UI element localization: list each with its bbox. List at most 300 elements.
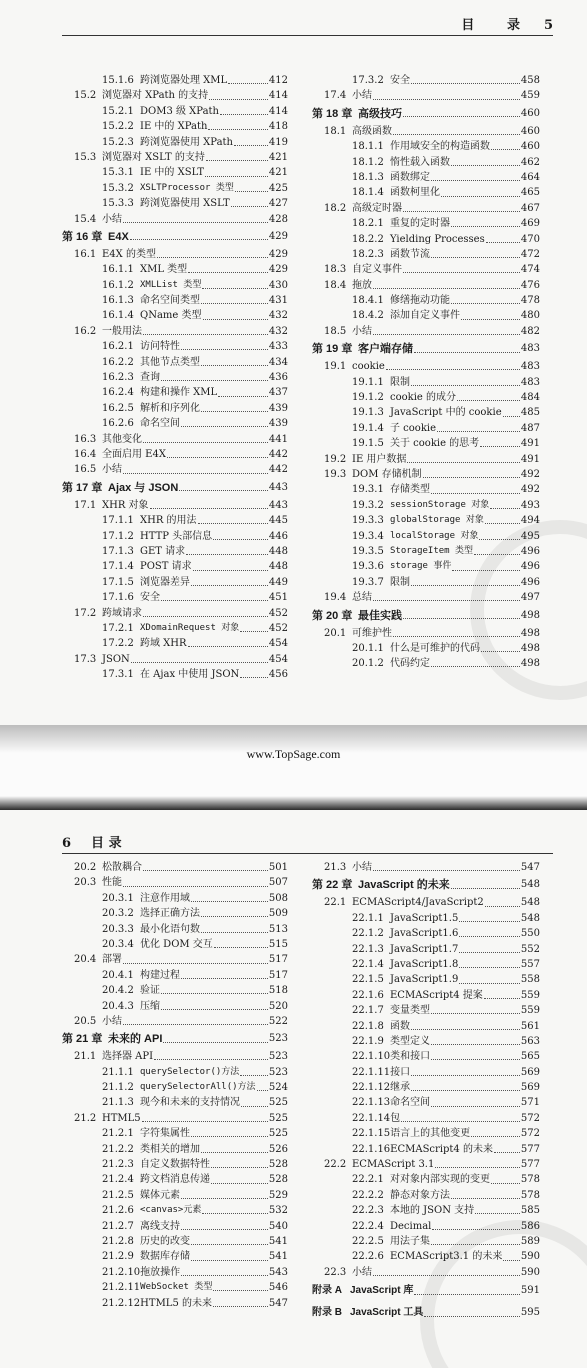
leader-dots (154, 1059, 268, 1060)
toc-entry-number: 22.1.11 (352, 1066, 391, 1078)
leader-dots (475, 1213, 520, 1214)
leader-dots (411, 83, 520, 84)
toc-entry-page: 480 (520, 310, 540, 322)
toc-entry (62, 104, 288, 119)
toc-entry-title: 松散耦合 (102, 862, 142, 873)
toc-entry-title: JSON (102, 653, 130, 665)
leader-dots (143, 334, 268, 335)
toc-entry-number: 19.3.2 (352, 499, 384, 511)
toc-left-column (62, 73, 288, 682)
leader-dots (373, 1275, 520, 1276)
toc-entry-page: 541 (268, 1235, 288, 1247)
toc-entry-number: 22.3 (324, 1266, 347, 1278)
toc-entry-number: 17.3.2 (352, 75, 384, 86)
toc-entry (312, 375, 540, 390)
toc-entry-page: 452 (268, 622, 288, 634)
toc-entry (62, 999, 288, 1014)
toc-entry-page: 443 (268, 481, 288, 493)
toc-entry (62, 606, 288, 621)
toc-entry-page: 578 (520, 1189, 540, 1201)
toc-entry-page: 561 (520, 1020, 540, 1032)
toc-entry-title: 构建和操作 XML (140, 387, 218, 399)
toc-entry-title: 最小化语句数 (140, 923, 200, 935)
leader-dots (161, 993, 268, 994)
toc-entry-title: 语言上的其他变更 (390, 1128, 471, 1140)
toc-entry-number: 18.4 (324, 279, 347, 291)
toc-entry-title: JavaScript1.7 (390, 943, 459, 955)
toc-entry (312, 278, 540, 293)
toc-entry-title: 类和接口 (390, 1051, 431, 1063)
toc-entry (312, 656, 540, 671)
toc-entry-title: 自定义事件 (352, 264, 402, 276)
toc-entry-number: 第 17 章 (62, 481, 103, 494)
toc-entry-page: 529 (268, 1189, 288, 1201)
toc-right-column (312, 73, 540, 672)
toc-appendix-entry (312, 1280, 540, 1302)
toc-entry-title: 可维护性 (352, 627, 392, 639)
toc-entry (62, 1111, 288, 1126)
toc-entry (62, 324, 288, 339)
toc-entry-title: JavaScript1.8 (390, 958, 459, 970)
toc-entry-page: 421 (268, 167, 288, 179)
toc-entry-page: 434 (268, 356, 288, 368)
toc-entry-title: HTML5 (102, 1112, 141, 1124)
toc-entry (312, 1188, 540, 1203)
toc-entry-number: 20.1 (324, 627, 347, 639)
toc-entry-title: 对对象内部实现的变更 (390, 1174, 490, 1186)
toc-entry (62, 1203, 288, 1218)
leader-dots (393, 134, 520, 135)
toc-entry (62, 355, 288, 370)
toc-entry (62, 983, 288, 998)
toc-entry (62, 875, 288, 890)
toc-entry-page: 429 (268, 264, 288, 276)
toc-entry-page: 485 (520, 407, 540, 419)
toc-entry-number: 17.4 (324, 90, 347, 102)
toc-entry-page: 428 (268, 213, 288, 225)
toc-entry (62, 432, 288, 447)
toc-entry-page: 498 (520, 627, 540, 639)
leader-dots (161, 600, 268, 601)
toc-entry-number: 附录 B (312, 1307, 342, 1319)
toc-entry-number: 17.2 (74, 607, 97, 619)
leader-dots (459, 921, 520, 922)
leader-dots (231, 206, 268, 207)
toc-entry-page: 472 (520, 248, 540, 260)
toc-entry-title: 跨浏览器处理 XML (140, 75, 228, 86)
toc-entry-number: 18.2.1 (352, 218, 384, 230)
toc-entry-page: 517 (268, 969, 288, 981)
toc-entry-title: 数据库存储 (140, 1251, 190, 1263)
toc-entry (62, 952, 288, 967)
leader-dots (213, 539, 268, 540)
toc-entry-title: 验证 (140, 985, 160, 997)
leader-dots (211, 1167, 268, 1168)
toc-entry-title: 小结 (352, 325, 372, 337)
toc-entry-number: 第 22 章 (312, 879, 353, 892)
toc-entry-number: 18.1.2 (352, 156, 384, 168)
toc-entry (312, 88, 540, 103)
toc-entry-title: 最佳实践 (358, 609, 402, 622)
toc-entry (312, 1203, 540, 1218)
toc-entry (62, 401, 288, 416)
toc-entry-number: 16.5 (74, 464, 97, 476)
toc-entry (62, 73, 288, 88)
toc-entry-title: 静态对象方法 (390, 1189, 450, 1201)
toc-entry-title: storage 事件 (390, 561, 452, 572)
toc-entry (62, 308, 288, 323)
leader-dots (424, 1316, 520, 1317)
toc-entry-page: 474 (520, 264, 540, 276)
toc-entry-number: 20.3 (74, 877, 97, 889)
leader-dots (373, 288, 520, 289)
leader-dots (431, 1013, 520, 1014)
toc-chapter-entry (312, 875, 540, 895)
leader-dots (188, 272, 268, 273)
leader-dots (491, 149, 520, 150)
toc-entry-page: 443 (268, 499, 288, 511)
toc-entry (312, 1126, 540, 1141)
toc-entry-number: 22.2.6 (352, 1251, 384, 1263)
toc-entry-title: StorageItem 类型 (390, 545, 474, 556)
toc-entry-title: 选择正确方法 (140, 908, 200, 920)
toc-entry-number: 21.2.10 (102, 1266, 141, 1278)
toc-entry (312, 139, 540, 154)
toc-entry-number: 21.2 (74, 1112, 97, 1124)
toc-entry-page: 547 (520, 862, 540, 873)
toc-entry (312, 73, 540, 88)
toc-entry-title: 跨浏览器使用 XSLT (140, 198, 230, 210)
toc-entry-number: 16.2.2 (102, 356, 134, 368)
toc-entry (62, 88, 288, 103)
toc-entry-number: 19.1 (324, 361, 347, 373)
toc-entry (312, 262, 540, 277)
leader-dots (414, 352, 520, 353)
leader-dots (205, 176, 268, 177)
toc-entry-title: XMLList 类型 (140, 279, 202, 290)
toc-page-6 (0, 810, 587, 1368)
leader-dots (403, 618, 520, 619)
toc-entry-page: 445 (268, 515, 288, 527)
site-watermark-text: www.TopSage.com (246, 747, 341, 761)
toc-entry-page: 467 (520, 202, 540, 214)
toc-entry-number: 18.1.1 (352, 141, 384, 153)
toc-entry (312, 498, 540, 513)
toc-entry-page: 546 (268, 1282, 288, 1294)
toc-entry-page: 497 (520, 592, 540, 604)
toc-entry-page: 456 (268, 669, 288, 681)
toc-entry-number: 18.2.3 (352, 248, 384, 260)
leader-dots (201, 1152, 268, 1153)
toc-entry-title: 小结 (352, 90, 372, 102)
toc-entry-page: 569 (520, 1066, 540, 1078)
toc-entry-title: 现今和未来的支持情况 (140, 1097, 240, 1109)
leader-dots (181, 1198, 268, 1199)
toc-entry-title: DOM 存储机制 (352, 468, 422, 480)
toc-entry (312, 1234, 540, 1249)
toc-entry-number: 16.4 (74, 448, 97, 460)
toc-entry-title: 命名空间 (390, 1097, 431, 1109)
toc-entry (312, 544, 540, 559)
toc-entry-title: HTML5 的未来 (140, 1297, 212, 1309)
toc-entry (312, 124, 540, 139)
toc-entry-page: 526 (268, 1143, 288, 1155)
toc-entry-title: 包 (390, 1112, 401, 1124)
toc-chapter-entry (62, 478, 288, 498)
toc-entry-title: 小结 (352, 862, 372, 873)
leader-dots (431, 1044, 520, 1045)
toc-entry-page: 483 (520, 376, 540, 388)
page-header (461, 14, 553, 33)
toc-entry (312, 293, 540, 308)
toc-entry (312, 247, 540, 262)
leader-dots (198, 523, 268, 524)
toc-entry-title: 重复的定时器 (390, 218, 450, 230)
toc-entry (312, 1003, 540, 1018)
toc-entry (62, 590, 288, 605)
toc-entry (312, 452, 540, 467)
toc-entry-page: 572 (520, 1128, 540, 1140)
leader-dots (191, 901, 268, 902)
toc-entry-page: 421 (268, 151, 288, 163)
leader-dots (411, 385, 520, 386)
toc-entry-number: 17.3 (74, 653, 97, 665)
toc-entry-number: 21.2.6 (102, 1205, 134, 1217)
toc-entry-title: 构建过程 (140, 969, 180, 981)
toc-entry-page: 484 (520, 392, 540, 404)
toc-entry-title: JavaScript 工具 (350, 1307, 424, 1319)
toc-entry (62, 652, 288, 667)
toc-entry-page: 498 (520, 658, 540, 670)
toc-entry (62, 906, 288, 921)
leader-dots (484, 998, 520, 999)
toc-entry-title: 查询 (140, 372, 160, 384)
toc-entry-title: globalStorage 对象 (390, 515, 484, 526)
toc-entry-number: 21.2.4 (102, 1174, 134, 1186)
toc-entry-page: 557 (520, 958, 540, 970)
toc-entry (62, 1126, 288, 1141)
toc-entry-number: 22.1.1 (352, 912, 384, 924)
toc-entry-title: JavaScript 库 (350, 1285, 414, 1297)
page-gutter (0, 725, 587, 810)
header-label: 目 录 (461, 18, 534, 33)
toc-entry-number: 21.1.2 (102, 1082, 134, 1094)
toc-entry-page: 565 (520, 1051, 540, 1063)
toc-entry (62, 293, 288, 308)
toc-entry-page: 462 (520, 156, 540, 168)
toc-entry-page: 418 (268, 121, 288, 133)
toc-entry-page: 430 (268, 279, 288, 291)
leader-dots (130, 239, 268, 240)
toc-entry-number: 附录 A (312, 1285, 342, 1297)
toc-entry-page: 498 (520, 609, 540, 621)
toc-entry-page: 493 (520, 499, 540, 511)
toc-entry-number: 19.3.5 (352, 545, 384, 557)
leader-dots (461, 319, 520, 320)
toc-entry (312, 1265, 540, 1280)
toc-entry-page: 524 (268, 1082, 288, 1094)
toc-entry-page: 541 (268, 1251, 288, 1263)
toc-entry-number: 22.2.2 (352, 1189, 384, 1201)
toc-entry-page: 517 (268, 954, 288, 966)
toc-entry-number: 15.2.1 (102, 105, 134, 117)
toc-entry-number: 21.2.11 (102, 1282, 141, 1294)
toc-entry-title: 优化 DOM 交互 (140, 938, 213, 950)
toc-entry (62, 1065, 288, 1080)
leader-dots (431, 1106, 520, 1107)
toc-entry-number: 20.1.2 (352, 658, 384, 670)
toc-entry-title: WebSocket 类型 (140, 1282, 213, 1293)
toc-entry-number: 17.1.4 (102, 561, 134, 573)
toc-entry (62, 339, 288, 354)
toc-entry (312, 957, 540, 972)
toc-entry (62, 247, 288, 262)
toc-entry-number: 18.2.2 (352, 233, 384, 245)
toc-entry (312, 1080, 540, 1095)
toc-entry-title: 离线支持 (140, 1220, 180, 1232)
toc-entry-page: 431 (268, 295, 288, 307)
toc-entry-title: IE 中的 XPath (140, 121, 208, 133)
toc-entry-title: 访问特性 (140, 341, 180, 353)
toc-entry-number: 16.2.4 (102, 387, 134, 399)
toc-entry-page: 548 (520, 897, 540, 909)
toc-entry (62, 1049, 288, 1064)
toc-entry-number: 18.1 (324, 125, 347, 137)
toc-entry-title: Ajax 与 JSON (108, 481, 179, 494)
leader-dots (435, 1167, 520, 1168)
toc-entry-number: 22.1.8 (352, 1020, 384, 1032)
toc-entry-number: 16.2.6 (102, 418, 134, 430)
toc-entry-title: 函数节流 (390, 248, 430, 260)
toc-entry-page: 460 (520, 141, 540, 153)
toc-entry-title: 注意作用域 (140, 892, 190, 904)
toc-entry-title: 函数柯里化 (390, 187, 440, 199)
leader-dots (411, 1075, 520, 1076)
toc-entry (312, 1034, 540, 1049)
toc-entry (62, 262, 288, 277)
toc-entry-page: 525 (268, 1097, 288, 1109)
toc-entry (312, 942, 540, 957)
toc-entry-title: DOM3 级 XPath (140, 105, 219, 117)
toc-entry-title: 浏览器对 XPath 的支持 (102, 90, 209, 102)
toc-entry-page: 496 (520, 561, 540, 573)
leader-dots (143, 616, 268, 617)
toc-entry-number: 19.1.1 (352, 376, 384, 388)
toc-entry-title: 本地的 JSON 支持 (390, 1205, 475, 1217)
leader-dots (123, 963, 268, 964)
toc-entry-number: 22.1.2 (352, 928, 384, 940)
leader-dots (228, 83, 268, 84)
toc-entry-number: 15.3.2 (102, 182, 134, 194)
toc-chapter-entry (62, 1029, 288, 1049)
leader-dots (209, 99, 268, 100)
toc-entry-page: 528 (268, 1174, 288, 1186)
leader-dots (214, 947, 268, 948)
toc-entry-title: E4X 的类型 (102, 248, 156, 260)
leader-dots (437, 431, 520, 432)
toc-entry-number: 19.3.7 (352, 576, 384, 588)
toc-entry-number: 19.3.6 (352, 561, 384, 573)
toc-entry-page: 458 (520, 75, 540, 86)
toc-entry-title: 子 cookie (390, 422, 436, 434)
toc-entry-number: 22.1.9 (352, 1035, 384, 1047)
toc-entry-number: 19.1.2 (352, 392, 384, 404)
toc-entry-number: 20.5 (74, 1015, 97, 1027)
toc-entry-number: 18.2 (324, 202, 347, 214)
toc-entry-number: 20.3.4 (102, 938, 134, 950)
toc-entry-title: cookie (352, 361, 385, 373)
toc-entry-number: 22.1.16 (352, 1143, 391, 1155)
toc-entry-number: 22.1 (324, 897, 347, 909)
toc-entry-page: 496 (520, 576, 540, 588)
leader-dots (235, 191, 268, 192)
toc-entry (62, 667, 288, 682)
toc-entry-title: XHR 的用法 (140, 515, 197, 527)
leader-dots (181, 1275, 268, 1276)
toc-entry-title: QName 类型 (140, 310, 202, 322)
toc-entry-page: 558 (520, 974, 540, 986)
leader-dots (240, 1075, 268, 1076)
toc-entry-title: 历史的改变 (140, 1235, 190, 1247)
toc-entry-page: 520 (268, 1000, 288, 1012)
toc-entry (312, 1142, 540, 1157)
leader-dots (459, 952, 520, 953)
toc-entry-title: Decimal (390, 1220, 432, 1232)
toc-entry (62, 636, 288, 651)
toc-entry-title: JavaScript 中的 cookie (390, 407, 502, 419)
toc-entry-number: 22.1.6 (352, 989, 384, 1001)
toc-entry (62, 135, 288, 150)
toc-entry-title: 关于 cookie 的思考 (390, 438, 480, 450)
toc-entry-number: 16.1.3 (102, 295, 134, 307)
toc-entry-title: 函数 (390, 1020, 410, 1032)
leader-dots (181, 978, 268, 979)
toc-entry (62, 212, 288, 227)
toc-entry-page: 442 (268, 464, 288, 476)
toc-entry-page: 469 (520, 218, 540, 230)
toc-entry-page: 476 (520, 279, 540, 291)
toc-entry (62, 922, 288, 937)
toc-entry-title: 函数绑定 (390, 171, 430, 183)
toc-entry (312, 359, 540, 374)
toc-entry-number: 22.2.4 (352, 1220, 384, 1232)
toc-entry-title: 高级函数 (352, 125, 392, 137)
toc-entry-page: 548 (520, 912, 540, 924)
toc-entry-number: 第 21 章 (62, 1033, 103, 1046)
toc-entry (62, 968, 288, 983)
toc-entry-number: 22.2.5 (352, 1235, 384, 1247)
toc-entry (312, 324, 540, 339)
leader-dots (208, 129, 267, 130)
leader-dots (123, 222, 268, 223)
toc-entry (62, 937, 288, 952)
toc-entry-page: 525 (268, 1128, 288, 1140)
leader-dots (431, 666, 520, 667)
toc-entry-number: 18.4.1 (352, 295, 384, 307)
toc-entry-title: 一般用法 (102, 325, 142, 337)
toc-entry-title: 跨文档消息传递 (140, 1174, 210, 1186)
toc-entry-page: 507 (268, 877, 288, 889)
toc-entry-page: 528 (268, 1159, 288, 1171)
toc-entry (312, 1249, 540, 1264)
leader-dots (451, 165, 520, 166)
toc-entry (62, 498, 288, 513)
leader-dots (414, 1294, 520, 1295)
leader-dots (203, 319, 268, 320)
toc-entry (62, 150, 288, 165)
toc-entry-title: 安全 (140, 592, 160, 604)
toc-entry-title: HTTP 头部信息 (140, 530, 213, 542)
